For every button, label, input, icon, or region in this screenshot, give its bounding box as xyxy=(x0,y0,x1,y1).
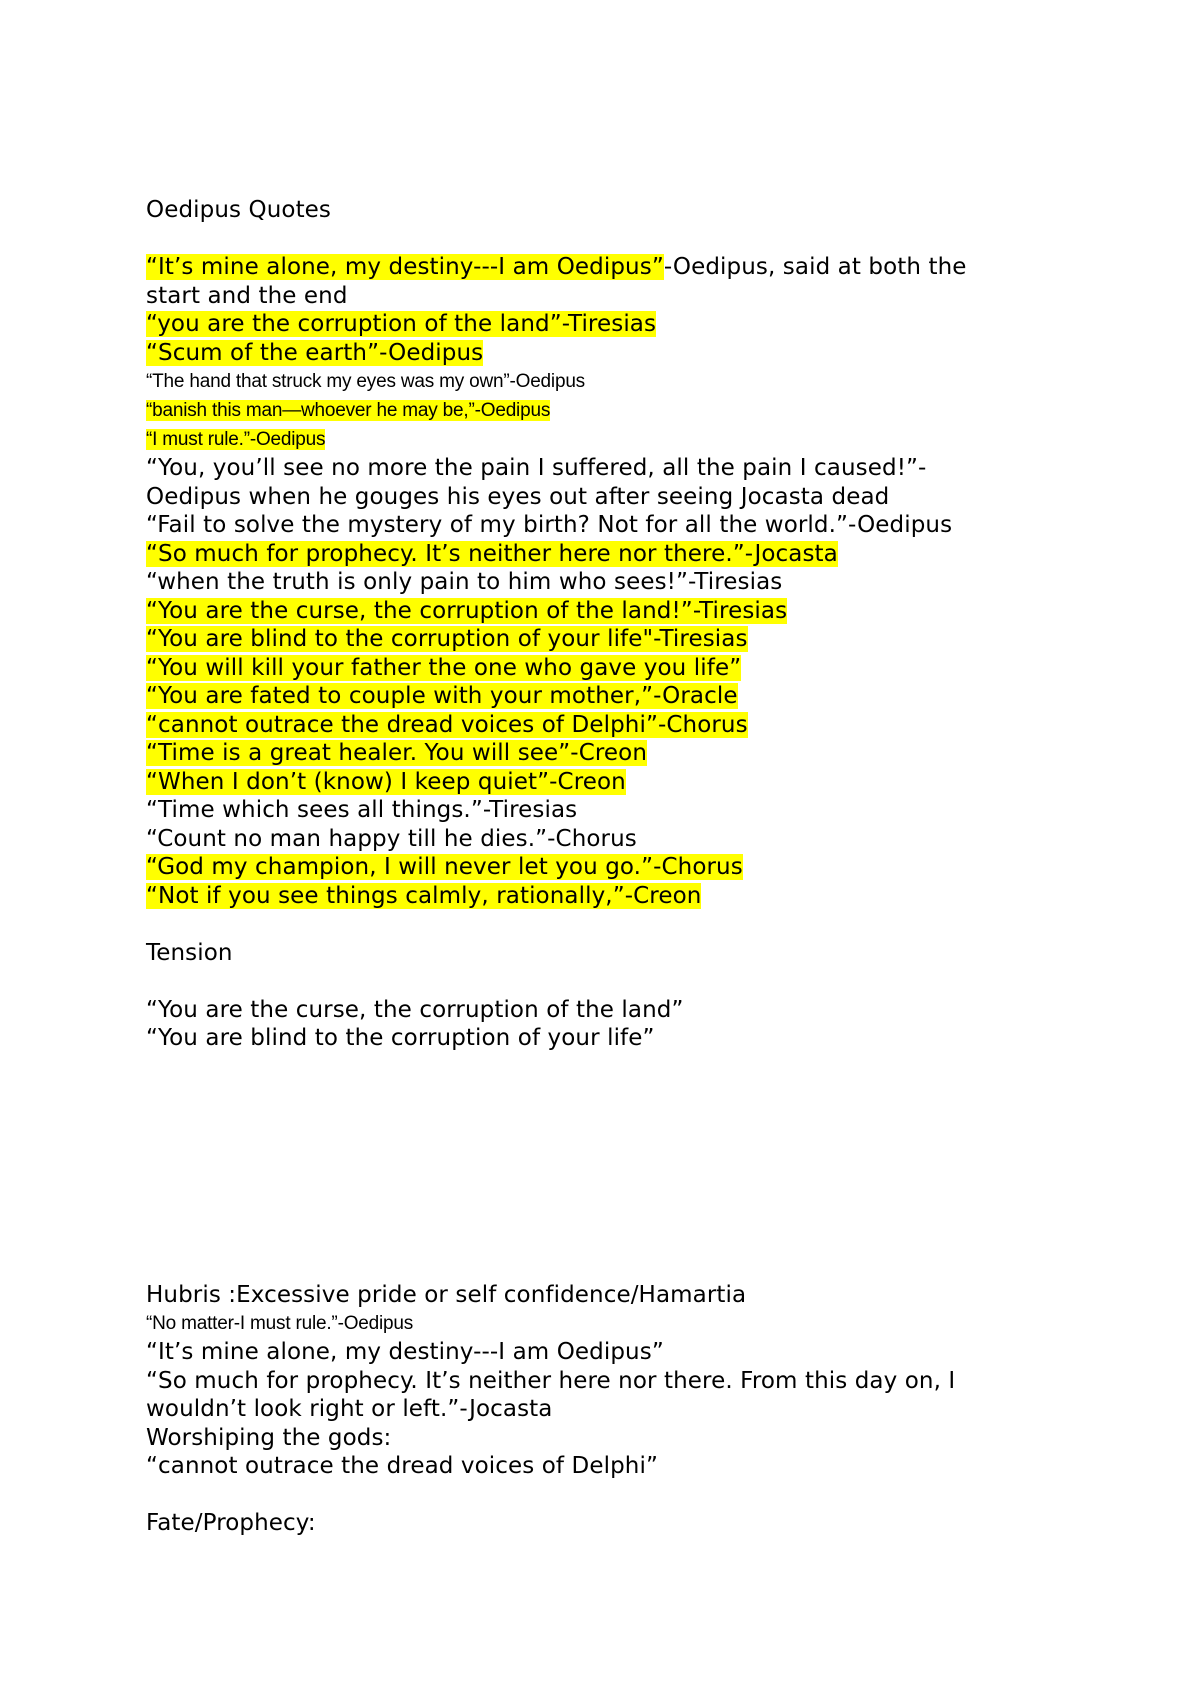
hubris-small-quote: “No matter-I must rule.”-Oedipus xyxy=(146,1313,414,1334)
quote-line xyxy=(146,739,1066,768)
quote-line xyxy=(146,511,1066,540)
document-page xyxy=(146,196,1066,1538)
highlighted-text: “God my champion, I will never let you go.”-Chorus xyxy=(146,854,743,880)
quotes-list xyxy=(146,253,1066,910)
quote-text: start and the end xyxy=(146,282,348,309)
hubris-heading: Hubris :Excessive pride or self confidence/Hamartia xyxy=(146,1281,747,1308)
quote-line xyxy=(146,654,1066,683)
quote-line xyxy=(146,483,1066,512)
hubris-line: Worshiping the gods: xyxy=(146,1424,392,1451)
quote-line xyxy=(146,310,1066,339)
tension-heading: Tension xyxy=(146,939,233,966)
quote-line xyxy=(146,540,1066,569)
spacer xyxy=(146,967,1066,996)
quote-text: -Oedipus, said at both the xyxy=(663,254,967,280)
highlighted-text: “You are fated to couple with your mother,”-Oracle xyxy=(146,683,738,709)
highlighted-text: “Not if you see things calmly, rationally,”-Creon xyxy=(146,882,702,909)
quote-text: “Time which sees all things.”-Tiresias xyxy=(146,797,578,823)
highlighted-text: “banish this man—whoever he may be,”-Oedipus xyxy=(146,400,551,421)
quote-line xyxy=(146,396,1066,425)
quote-text: “You, you’ll see no more the pain I suffered, all the pain I caused!”- xyxy=(146,455,927,481)
highlighted-text: “You will kill your father the one who gave you life” xyxy=(146,654,742,681)
highlighted-text: “So much for prophecy. It’s neither here nor there.”-Jocasta xyxy=(146,540,838,567)
spacer xyxy=(146,1053,1066,1281)
highlighted-text: “It’s mine alone, my destiny---I am Oedipus” xyxy=(146,254,664,280)
hubris-line: “So much for prophecy. It’s neither here nor there. From this day on, I xyxy=(146,1367,956,1394)
highlighted-text: “Time is a great healer. You will see”-Creon xyxy=(146,740,648,766)
quote-line xyxy=(146,711,1066,740)
quote-line xyxy=(146,882,1066,911)
highlighted-text: “I must rule.”-Oedipus xyxy=(146,429,326,450)
tension-quote: “You are blind to the corruption of your life” xyxy=(146,1025,655,1051)
quote-line xyxy=(146,597,1066,626)
fate-heading: Fate/Prophecy: xyxy=(146,1510,316,1536)
quote-text: “The hand that struck my eyes was my own”-Oedipus xyxy=(146,371,585,392)
highlighted-text: “you are the corruption of the land”-Tiresias xyxy=(146,311,657,337)
spacer xyxy=(146,1481,1066,1510)
quote-line xyxy=(146,568,1066,597)
hubris-line: wouldn’t look right or left.”-Jocasta xyxy=(146,1396,553,1422)
document-title: Oedipus Quotes xyxy=(146,197,332,223)
hubris-line: “It’s mine alone, my destiny---I am Oedipus” xyxy=(146,1339,664,1365)
quote-line xyxy=(146,825,1066,854)
tension-quote: “You are the curse, the corruption of the land” xyxy=(146,996,684,1023)
quote-line xyxy=(146,454,1066,483)
quote-text: Oedipus when he gouges his eyes out after seeing Jocasta dead xyxy=(146,483,890,510)
spacer xyxy=(146,910,1066,939)
highlighted-text: “cannot outrace the dread voices of Delphi”-Chorus xyxy=(146,711,748,738)
quote-line xyxy=(146,796,1066,825)
quote-line xyxy=(146,339,1066,368)
quote-line xyxy=(146,367,1066,396)
quote-line xyxy=(146,253,1066,282)
quote-line xyxy=(146,625,1066,654)
quote-line xyxy=(146,853,1066,882)
quote-line xyxy=(146,682,1066,711)
quote-text: “when the truth is only pain to him who sees!”-Tiresias xyxy=(146,569,783,595)
quote-line xyxy=(146,768,1066,797)
quote-text: “Count no man happy till he dies.”-Chorus xyxy=(146,825,637,852)
highlighted-text: “Scum of the earth”-Oedipus xyxy=(146,339,484,366)
highlighted-text: “When I don’t (know) I keep quiet”-Creon xyxy=(146,768,626,795)
quote-text: “Fail to solve the mystery of my birth? Not for all the world.”-Oedipus xyxy=(146,512,953,538)
quote-line xyxy=(146,282,1066,311)
hubris-line: “cannot outrace the dread voices of Delphi” xyxy=(146,1453,658,1479)
highlighted-text: “You are blind to the corruption of your life"-Tiresias xyxy=(146,626,748,652)
quote-line xyxy=(146,425,1066,454)
highlighted-text: “You are the curse, the corruption of the land!”-Tiresias xyxy=(146,597,788,624)
spacer xyxy=(146,225,1066,254)
